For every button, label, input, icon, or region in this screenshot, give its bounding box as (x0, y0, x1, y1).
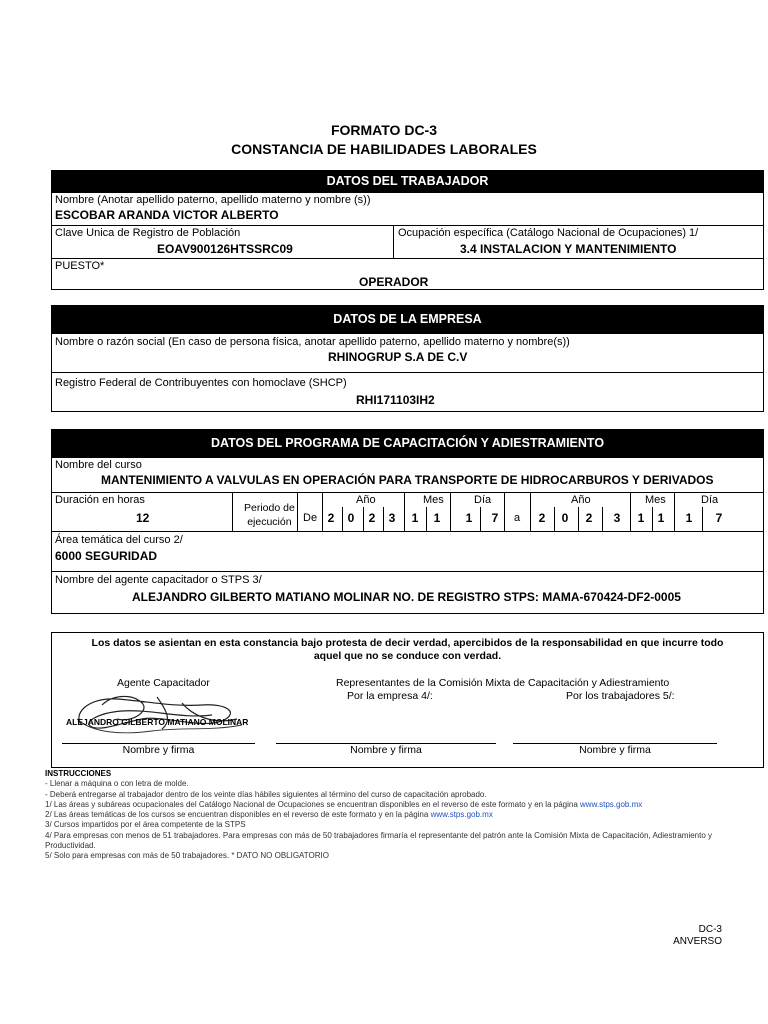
agente-row (52, 571, 763, 613)
instruction-line: 4/ Para empresas con menos de 51 trabajadores. Para empresas con más de 50 trabajadores firmaría el representante del patrón ante la Comisión Mixta de Capacitación, Adiestramiento y (45, 830, 713, 840)
area-value: 6000 SEGURIDAD (55, 549, 158, 563)
instruction-line: 3/ Cursos impartidos por el área competente de la STPS (45, 820, 246, 830)
hasta-anio-digit: 3 (613, 511, 621, 525)
stps-link[interactable]: www.stps.gob.mx (580, 799, 643, 809)
rfc-label: Registro Federal de Contribuyentes con homoclave (SHCP) (55, 377, 347, 389)
puesto-row (52, 258, 763, 289)
puesto-value: OPERADOR (359, 275, 429, 289)
puesto-label: PUESTO* (55, 260, 105, 272)
divider (232, 493, 233, 531)
curso-value: MANTENIMIENTO A VALVULAS EN OPERACIÓN PARA TRANSPORTE DE HIDROCARBUROS Y DERIVADOS (101, 473, 714, 487)
company-section (51, 305, 764, 412)
date-grid (52, 493, 763, 531)
desde-anio-label: Año (356, 494, 376, 506)
form-title: FORMATO DC-3 (330, 122, 438, 138)
declaration-text (52, 637, 763, 663)
instruction-line: 5/ Solo para empresas con más de 50 trabajadores. * DATO NO OBLIGATORIO (45, 851, 329, 861)
worker-section-heading: DATOS DEL TRABAJADOR (52, 171, 763, 192)
hasta-dia-digit: 1 (685, 511, 693, 525)
hasta-anio-label: Año (571, 494, 591, 506)
firma-label-trabajadores: Nombre y firma (579, 744, 651, 756)
hasta-mes-digit: 1 (637, 511, 645, 525)
por-trabajadores-label: Por los trabajadores 5/: (566, 690, 675, 702)
area-label: Área temática del curso 2/ (55, 534, 183, 546)
area-row (52, 531, 763, 571)
hasta-anio-digit: 0 (561, 511, 569, 525)
divider (504, 493, 505, 531)
hasta-anio-digit: 2 (585, 511, 593, 525)
duracion-label: Duración en horas (55, 494, 145, 506)
instruction-line: - Deberá entregarse al trabajador dentro de los veinte días hábiles siguientes al término del curso de capacitación aprobado. (45, 789, 487, 799)
rfc-row (52, 372, 763, 411)
worker-name-row (52, 192, 763, 225)
periodo-label-line1: Periodo de (244, 502, 295, 514)
stps-link[interactable]: www.stps.gob.mx (430, 810, 493, 820)
instructions-heading: INSTRUCCIONES (45, 769, 112, 778)
worker-name-value: ESCOBAR ARANDA VICTOR ALBERTO (55, 208, 279, 222)
instruction-line: - Llenar a máquina o con letra de molde. (45, 779, 189, 789)
desde-dia-label: Día (474, 494, 492, 506)
agente-capacitador-title: Agente Capacitador (117, 677, 210, 689)
instruction-line (45, 800, 745, 810)
worker-name-label: Nombre (Anotar apellido paterno, apellido materno y nombre (s)) (55, 194, 371, 206)
agente-label: Nombre del agente capacitador o STPS 3/ (55, 574, 262, 586)
periodo-label-line2: ejecución (247, 516, 292, 528)
divider (404, 493, 405, 531)
firma-label-agente: Nombre y firma (122, 744, 195, 756)
desde-dia-digit: 1 (465, 511, 473, 525)
ocupacion-label: Ocupación específica (Catálogo Nacional de Ocupaciones) 1/ (398, 227, 699, 239)
instructions (45, 769, 745, 862)
curso-label: Nombre del curso (55, 459, 142, 471)
firma-label-empresa: Nombre y firma (350, 744, 422, 756)
declaration-line1: Los datos se asientan en esta constancia bajo protesta de decir verdad, apercibidos de la responsabilidad en que incurre todo (91, 637, 724, 649)
desde-mes-label: Mes (423, 494, 444, 506)
instruction-text: 1/ Las áreas y subáreas ocupacionales del Catálogo Nacional de Ocupaciones se encuentran disponibles en el reverso de este formato y en la página (45, 799, 578, 809)
razon-row (52, 333, 763, 372)
instruction-line (45, 810, 745, 820)
agente-firma-nombre: ALEJANDRO GILBERTO MATIANO MOLINAR (66, 717, 249, 727)
form-subtitle: CONSTANCIA DE HABILIDADES LABORALES (231, 141, 537, 157)
desde-mes-digit: 1 (411, 511, 419, 525)
agente-value: ALEJANDRO GILBERTO MATIANO MOLINAR NO. DE REGISTRO STPS: MAMA-670424-DF2-0005 (132, 590, 681, 604)
footer (673, 924, 722, 948)
footer-code: DC-3 (698, 924, 722, 935)
divider (530, 493, 531, 531)
instruction-text: 2/ Las áreas temáticas de los cursos se encuentran disponibles en el reverso de este formato y en la página (45, 810, 429, 820)
hasta-dia-digit: 7 (715, 511, 723, 525)
de-label: De (303, 512, 318, 524)
curp-label: Clave Unica de Registro de Población (55, 227, 241, 239)
instruction-line: Productividad. (45, 841, 96, 851)
worker-curp-row (52, 225, 763, 258)
program-section (51, 429, 764, 614)
rfc-value: RHI171103IH2 (356, 393, 435, 407)
desde-anio-digit: 2 (327, 511, 335, 525)
declaration-box (51, 632, 764, 768)
por-empresa-label: Por la empresa 4/: (347, 690, 433, 702)
footer-side: ANVERSO (673, 936, 722, 947)
desde-anio-digit: 0 (347, 511, 355, 525)
curso-row (52, 457, 763, 492)
divider (674, 493, 675, 531)
hasta-mes-label: Mes (645, 494, 666, 506)
a-label: a (514, 512, 521, 524)
razon-value: RHINOGRUP S.A DE C.V (328, 350, 468, 364)
ocupacion-cell (395, 226, 765, 258)
desde-mes-digit: 1 (433, 511, 441, 525)
desde-anio-digit: 3 (388, 511, 396, 525)
hasta-anio-digit: 2 (538, 511, 546, 525)
divider (450, 493, 451, 531)
program-section-heading: DATOS DEL PROGRAMA DE CAPACITACIÓN Y ADIESTRAMIENTO (52, 430, 763, 457)
desde-dia-digit: 7 (491, 511, 499, 525)
desde-anio-digit: 2 (368, 511, 376, 525)
ocupacion-value: 3.4 INSTALACION Y MANTENIMIENTO (460, 242, 677, 256)
comision-title: Representantes de la Comisión Mixta de Capacitación y Adiestramiento (336, 677, 670, 689)
duracion-row (52, 492, 763, 531)
divider (297, 493, 298, 531)
hasta-dia-label: Día (701, 494, 719, 506)
curp-cell (52, 226, 394, 258)
periodo-label (244, 501, 295, 529)
duracion-value: 12 (136, 511, 150, 525)
curp-value: EOAV900126HTSSRC09 (157, 242, 293, 256)
declaration-line2: aquel que no se conduce con verdad. (313, 650, 502, 662)
company-section-heading: DATOS DE LA EMPRESA (52, 306, 763, 333)
razon-label: Nombre o razón social (En caso de persona física, anotar apellido paterno, apellido materno y nombre(s)) (55, 336, 570, 348)
worker-section (51, 170, 764, 290)
hasta-mes-digit: 1 (657, 511, 665, 525)
signature-image (62, 685, 252, 741)
divider (630, 493, 631, 531)
